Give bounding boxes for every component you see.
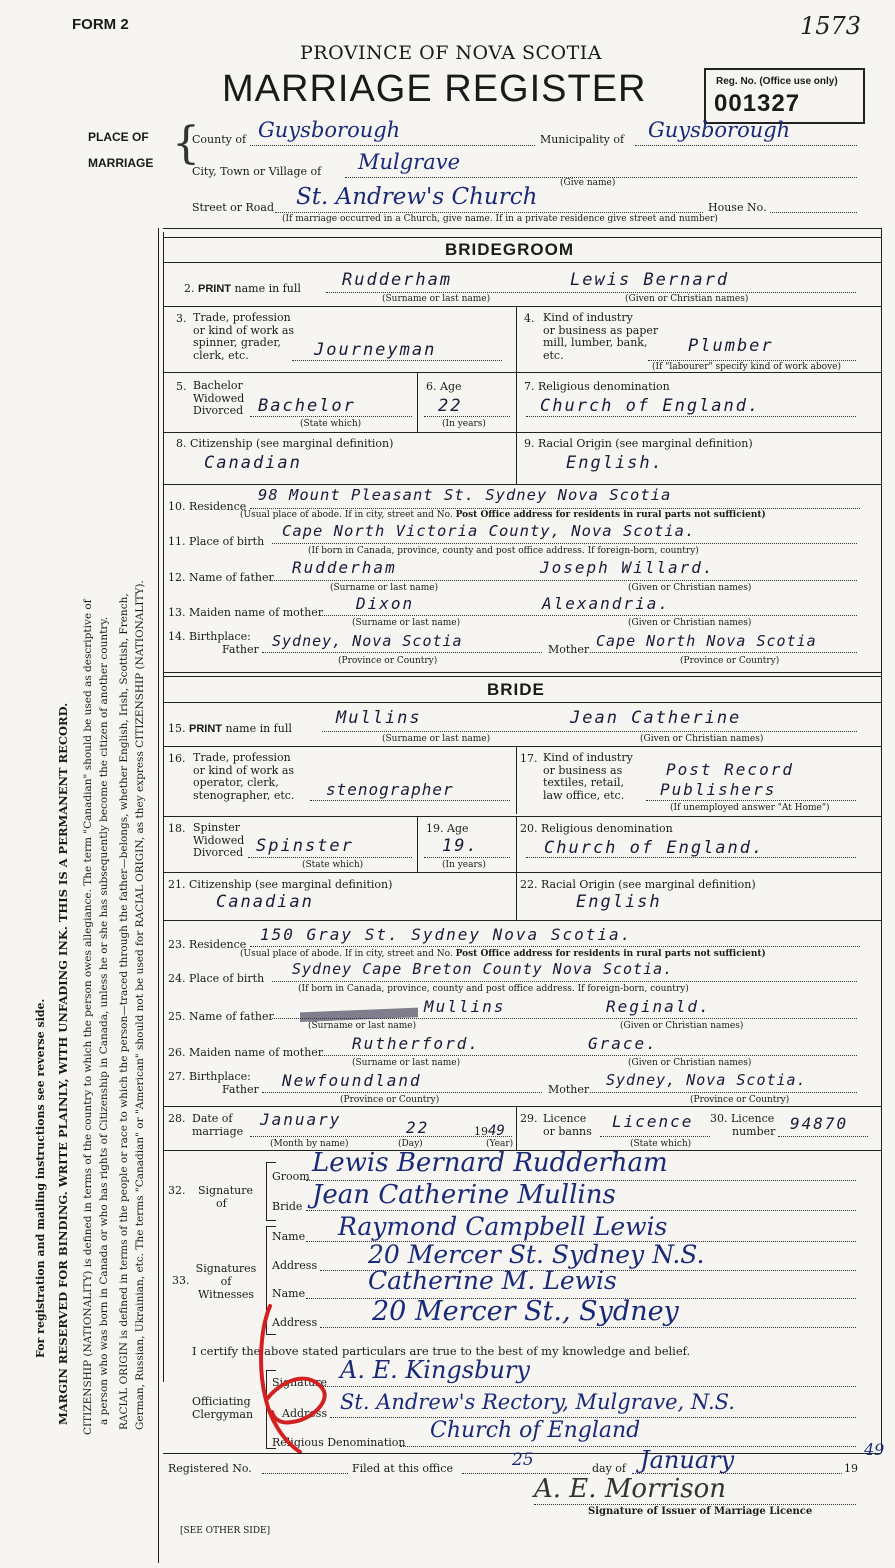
margin-racial-def-1: RACIAL ORIGIN is defined in terms of the people or race to which the person—traced through the father—belongs, whether English, Irish, Scottish, French, [118, 593, 130, 1430]
municipality-line [635, 145, 857, 146]
f26-surname-hint: (Surname or last name) [352, 1058, 461, 1068]
f26-num: 26. [168, 1046, 186, 1059]
f27-num: 27. [168, 1070, 186, 1083]
bride-signature: Jean Catherine Mullins [312, 1180, 616, 1210]
county-value: Guysborough [258, 118, 401, 142]
f12-surname-hint: (Surname or last name) [330, 583, 439, 593]
reg-no-label: Reg. No. (Office use only) [716, 76, 838, 87]
clergy-denomination-label: Religious Denomination [272, 1436, 406, 1449]
struck-out-scribble [300, 1006, 418, 1022]
bride-age: 19. [442, 836, 479, 856]
frame-left-inner [163, 232, 164, 1382]
f12-label: Name of father [189, 571, 274, 584]
witness1-address: 20 Mercer St. Sydney N.S. [368, 1240, 705, 1269]
day-of-label: day of [592, 1462, 627, 1475]
f26-label: Maiden name of mother [189, 1046, 324, 1059]
house-no-line [770, 212, 857, 213]
bride-racial: English [576, 892, 662, 912]
f10-note-a: (Usual place of abode. If in city, street and No. [240, 510, 453, 520]
f29-label-2: or banns [543, 1125, 592, 1138]
clergy-denomination: Church of England [430, 1418, 641, 1443]
groom-father-birthplace: Sydney, Nova Scotia [272, 632, 463, 650]
f28-label-1: Date of [192, 1112, 233, 1125]
f4-num: 4. [524, 312, 535, 325]
municipality-label: Municipality of [540, 133, 625, 146]
f20-num: 20. [520, 822, 538, 835]
groom-trade: Journeyman [314, 340, 437, 360]
bride-mother-birthplace: Sydney, Nova Scotia. [606, 1071, 807, 1089]
f25-given-hint: (Given or Christian names) [620, 1021, 744, 1031]
f25-num: 25. [168, 1010, 186, 1023]
f21-label: Citizenship (see marginal definition) [189, 878, 393, 891]
bride-birthplace: Sydney Cape Breton County Nova Scotia. [292, 960, 674, 978]
f10-note-b: Post Office address for residents in rural parts not sufficient) [455, 510, 766, 520]
bride-residence: 150 Gray St. Sydney Nova Scotia. [260, 925, 633, 944]
groom-religion: Church of England. [540, 396, 761, 416]
f27-father-hint: (Province or Country) [340, 1095, 440, 1105]
page-title: MARRIAGE REGISTER [222, 68, 647, 110]
groom-age: 22 [438, 396, 463, 416]
f13-given-hint: (Given or Christian names) [628, 618, 752, 628]
bride-father-birthplace: Newfoundland [282, 1071, 422, 1090]
clergy-label-1: Officiating [192, 1395, 251, 1408]
f16-num: 16. [168, 752, 186, 765]
groom-signature: Lewis Bernard Rudderham [312, 1148, 668, 1178]
county-line [250, 145, 535, 146]
f13-surname-hint: (Surname or last name) [352, 618, 461, 628]
reg-no-value: 001327 [714, 90, 801, 117]
f32-num: 32. [168, 1184, 186, 1197]
groom-mother-birthplace: Cape North Nova Scotia [596, 632, 817, 650]
f22-label: Racial Origin (see marginal definition) [541, 878, 756, 891]
street-label: Street or Road [192, 201, 275, 214]
city-value: Mulgrave [358, 150, 461, 174]
house-no-label: House No. [708, 201, 767, 214]
f8-label: Citizenship (see marginal definition) [190, 437, 394, 450]
f4-note: (If "labourer" specify kind of work above) [652, 362, 842, 372]
f26-given-hint: (Given or Christian names) [628, 1058, 752, 1068]
bride-father-given: Reginald. [606, 997, 711, 1016]
f9-num: 9. [524, 437, 535, 450]
clergy-signature-label: Signature [272, 1376, 328, 1389]
filed-month: January [640, 1446, 735, 1474]
f14-mother-label: Mother [548, 643, 590, 656]
f16-label: Trade, profession or kind of work as operator, clerk, stenographer, etc. [193, 751, 295, 802]
bride-status: Spinster [256, 836, 354, 856]
red-ink-mark [252, 1300, 334, 1460]
f7-num: 7. [524, 380, 535, 393]
f10-label: Residence [189, 500, 247, 513]
f5-num: 5. [176, 380, 187, 393]
street-line [275, 212, 703, 213]
groom-father-surname: Rudderham [292, 558, 397, 577]
bride-in-years: (In years) [442, 860, 486, 870]
witness1-address-label: Address [272, 1259, 318, 1272]
f20-label: Religious denomination [541, 822, 673, 835]
f27-mother-label: Mother [548, 1083, 590, 1096]
f17-note: (If unemployed answer "At Home") [670, 803, 830, 813]
f28-num: 28. [168, 1112, 186, 1125]
f27-mother-hint: (Province or Country) [690, 1095, 790, 1105]
form-number: FORM 2 [72, 16, 129, 33]
f15-print: PRINT [189, 723, 222, 735]
f32-label-2: of [216, 1197, 227, 1210]
f11-note: (If born in Canada, province, county and post office address. If foreign-born, country) [308, 546, 699, 556]
f17-num: 17. [520, 752, 538, 765]
f30-label-2: number [732, 1125, 776, 1138]
f14-father-label: Father [222, 643, 259, 656]
province-heading: PROVINCE OF NOVA SCOTIA [300, 42, 603, 64]
f5-label: Bachelor Widowed Divorced [193, 379, 245, 417]
f13-label: Maiden name of mother [189, 606, 324, 619]
f22-num: 22. [520, 878, 538, 891]
f19-label: Age [447, 822, 469, 835]
f27-father-label: Father [222, 1083, 259, 1096]
groom-racial: English. [566, 453, 664, 473]
f28-label-2: marriage [192, 1125, 244, 1138]
clergy-label-2: Clergyman [192, 1408, 254, 1421]
f6-num: 6. [426, 380, 437, 393]
frame-top [163, 228, 881, 229]
witness1-name: Raymond Campbell Lewis [338, 1212, 668, 1241]
margin-citizenship-def-1: CITIZENSHIP (NATIONALITY) is defined in terms of the country to which the person owes allegiance. The term "Canadian" should be used as descriptive of [82, 599, 94, 1435]
clergy-address: St. Andrew's Rectory, Mulgrave, N.S. [340, 1390, 735, 1414]
f24-note: (If born in Canada, province, county and post office address. If foreign-born, country) [298, 984, 689, 994]
bride-trade: stenographer [326, 780, 454, 799]
bride-surname: Mullins [336, 708, 422, 728]
street-value: St. Andrew's Church [296, 184, 538, 210]
marriage-month: January [260, 1110, 342, 1129]
state-which-hint: (State which) [630, 1139, 692, 1149]
place-label-2: MARRIAGE [88, 156, 154, 170]
bride-given-hint: (Given or Christian names) [640, 734, 764, 744]
f3-label: Trade, profession or kind of work as spinner, grader, clerk, etc. [193, 311, 295, 362]
bride-given: Jean Catherine [570, 708, 742, 728]
groom-given: Lewis Bernard [570, 270, 730, 290]
f14-mother-hint: (Province or Country) [680, 656, 780, 666]
f14-label: Birthplace: [189, 630, 251, 643]
f6-label: Age [440, 380, 462, 393]
groom-state-which: (State which) [300, 419, 362, 429]
corner-number: 1573 [800, 12, 862, 40]
f3-num: 3. [176, 312, 187, 325]
f23-num: 23. [168, 938, 186, 951]
f15-num: 15. [168, 722, 186, 735]
year-hint: (Year) [486, 1139, 514, 1149]
bride-surname-hint: (Surname or last name) [382, 734, 491, 744]
f8-num: 8. [176, 437, 187, 450]
filed-year: 49 [864, 1440, 885, 1459]
bride-father-surname: Mullins [424, 997, 506, 1016]
f32-label-1: Signature [198, 1184, 254, 1197]
issuer-label: Signature of Issuer of Marriage Licence [588, 1506, 813, 1517]
bridegroom-heading: BRIDEGROOM [445, 240, 574, 259]
f30-label-1: Licence [731, 1112, 775, 1125]
f4-label: Kind of industry or business as paper mill, lumber, bank, etc. [543, 311, 659, 362]
f9-label: Racial Origin (see marginal definition) [538, 437, 753, 450]
f24-label: Place of birth [189, 972, 265, 985]
f2-print: PRINT [198, 283, 231, 295]
f14-num: 14. [168, 630, 186, 643]
f24-num: 24. [168, 972, 186, 985]
county-label: County of [192, 133, 247, 146]
groom-mother-given: Alexandria. [542, 594, 670, 613]
issuer-signature: A. E. Morrison [534, 1474, 727, 1504]
f33-label: Signatures of Witnesses [195, 1262, 257, 1301]
bride-state-which: (State which) [302, 860, 364, 870]
f11-label: Place of birth [189, 535, 265, 548]
groom-surname: Rudderham [342, 270, 453, 290]
f33-num: 33. [172, 1274, 190, 1287]
f29-label-1: Licence [543, 1112, 587, 1125]
groom-industry: Plumber [688, 336, 774, 356]
frame-right [881, 228, 882, 1453]
f18-label: Spinster Widowed Divorced [193, 821, 245, 859]
bride-mother-given: Grace. [588, 1034, 658, 1053]
give-name-hint: (Give name) [560, 178, 616, 188]
groom-in-years: (In years) [442, 419, 486, 429]
groom-birthplace: Cape North Victoria County, Nova Scotia. [282, 522, 696, 540]
f15-label: name in full [225, 722, 292, 735]
registered-no-label: Registered No. [168, 1462, 252, 1475]
marriage-year-prefix: 19 [474, 1125, 488, 1138]
bride-heading: BRIDE [487, 680, 545, 699]
f21-num: 21. [168, 878, 186, 891]
day-hint: (Day) [398, 1139, 423, 1149]
f27-label: Birthplace: [189, 1070, 251, 1083]
bride-industry-2: Publishers [660, 780, 777, 799]
f14-father-hint: (Province or Country) [338, 656, 438, 666]
clergy-address-label: Address [282, 1407, 328, 1420]
bride-sig-label: Bride [272, 1200, 303, 1213]
f17-label: Kind of industry or business as textiles, retail, law office, etc. [543, 751, 633, 802]
month-hint: (Month by name) [270, 1139, 349, 1149]
margin-binding-notice: MARGIN RESERVED FOR BINDING. WRITE PLAINLY, WITH UNFADING INK. THIS IS A PERMANENT RECORD. [56, 702, 70, 1425]
f2-num: 2. [184, 282, 195, 295]
bride-religion: Church of England. [544, 838, 765, 858]
filed-label: Filed at this office [352, 1462, 453, 1475]
witness2-name: Catherine M. Lewis [368, 1266, 617, 1295]
see-other-side: [SEE OTHER SIDE] [180, 1526, 271, 1536]
frame-left-outer [158, 228, 159, 1563]
groom-surname-hint: (Surname or last name) [382, 294, 491, 304]
bride-industry-1: Post Record [666, 760, 794, 779]
f23-note-b: Post Office address for residents in rural parts not sufficient) [455, 949, 766, 959]
filed-day: 25 [512, 1450, 534, 1470]
city-label: City, Town or Village of [192, 165, 322, 178]
groom-residence: 98 Mount Pleasant St. Sydney Nova Scotia [258, 486, 672, 504]
margin-instructions: For registration and mailing instructions see reverse side. [34, 998, 47, 1358]
f10-num: 10. [168, 500, 186, 513]
witness2-address-label: Address [272, 1316, 318, 1329]
groom-status: Bachelor [258, 396, 356, 416]
witness2-address: 20 Mercer St., Sydney [372, 1296, 679, 1327]
street-note: (If marriage occurred in a Church, give name. If in a private residence give street and number) [282, 214, 718, 224]
f12-num: 12. [168, 571, 186, 584]
bride-mother-surname: Rutherford. [352, 1034, 480, 1053]
f13-num: 13. [168, 606, 186, 619]
f23-label: Residence [189, 938, 247, 951]
groom-mother-surname: Dixon [356, 594, 415, 613]
groom-given-hint: (Given or Christian names) [625, 294, 749, 304]
f7-label: Religious denomination [538, 380, 670, 393]
bride-citizenship: Canadian [216, 892, 314, 912]
f29-num: 29. [520, 1112, 538, 1125]
f25-label: Name of father [189, 1010, 274, 1023]
place-label-1: PLACE OF [88, 130, 149, 144]
marriage-year: 49 [488, 1123, 505, 1139]
f12-given-hint: (Given or Christian names) [628, 583, 752, 593]
marriage-day: 22 [406, 1118, 430, 1137]
groom-citizenship: Canadian [204, 453, 302, 473]
f23-note-a: (Usual place of abode. If in city, street and No. [240, 949, 453, 959]
reg-no-box [704, 68, 865, 124]
brace-icon: { [172, 118, 200, 169]
f19-num: 19. [426, 822, 444, 835]
municipality-value: Guysborough [648, 118, 791, 142]
f2-label: name in full [234, 282, 301, 295]
filed-year-prefix: 19 [844, 1462, 858, 1475]
witness1-name-label: Name [272, 1230, 306, 1243]
groom-sig-label: Groom [272, 1170, 310, 1183]
f18-num: 18. [168, 822, 186, 835]
f25-surname-hint: (Surname or last name) [308, 1021, 417, 1031]
witness2-name-label: Name [272, 1287, 306, 1300]
certify-statement: I certify the above stated particulars are true to the best of my knowledge and belief. [192, 1344, 691, 1358]
licence-number: 94870 [790, 1114, 849, 1133]
f11-num: 11. [168, 535, 186, 548]
clergy-signature: A. E. Kingsbury [340, 1356, 530, 1384]
groom-father-given: Joseph Willard. [540, 558, 715, 577]
f30-num: 30. [710, 1112, 728, 1125]
margin-citizenship-def-2: a person who was born in Canada or who has rights of Citizenship in Canada, unless he or she has subsequently become the citizen of another country. [98, 616, 110, 1425]
licence-or-banns: Licence [612, 1112, 694, 1131]
margin-racial-def-2: German, Russian, Ukrainian, etc. The terms "Canadian" or "American" should not be used for RACIAL ORIGIN, as they express CITIZENSHIP (NATIONALITY). [134, 580, 146, 1430]
